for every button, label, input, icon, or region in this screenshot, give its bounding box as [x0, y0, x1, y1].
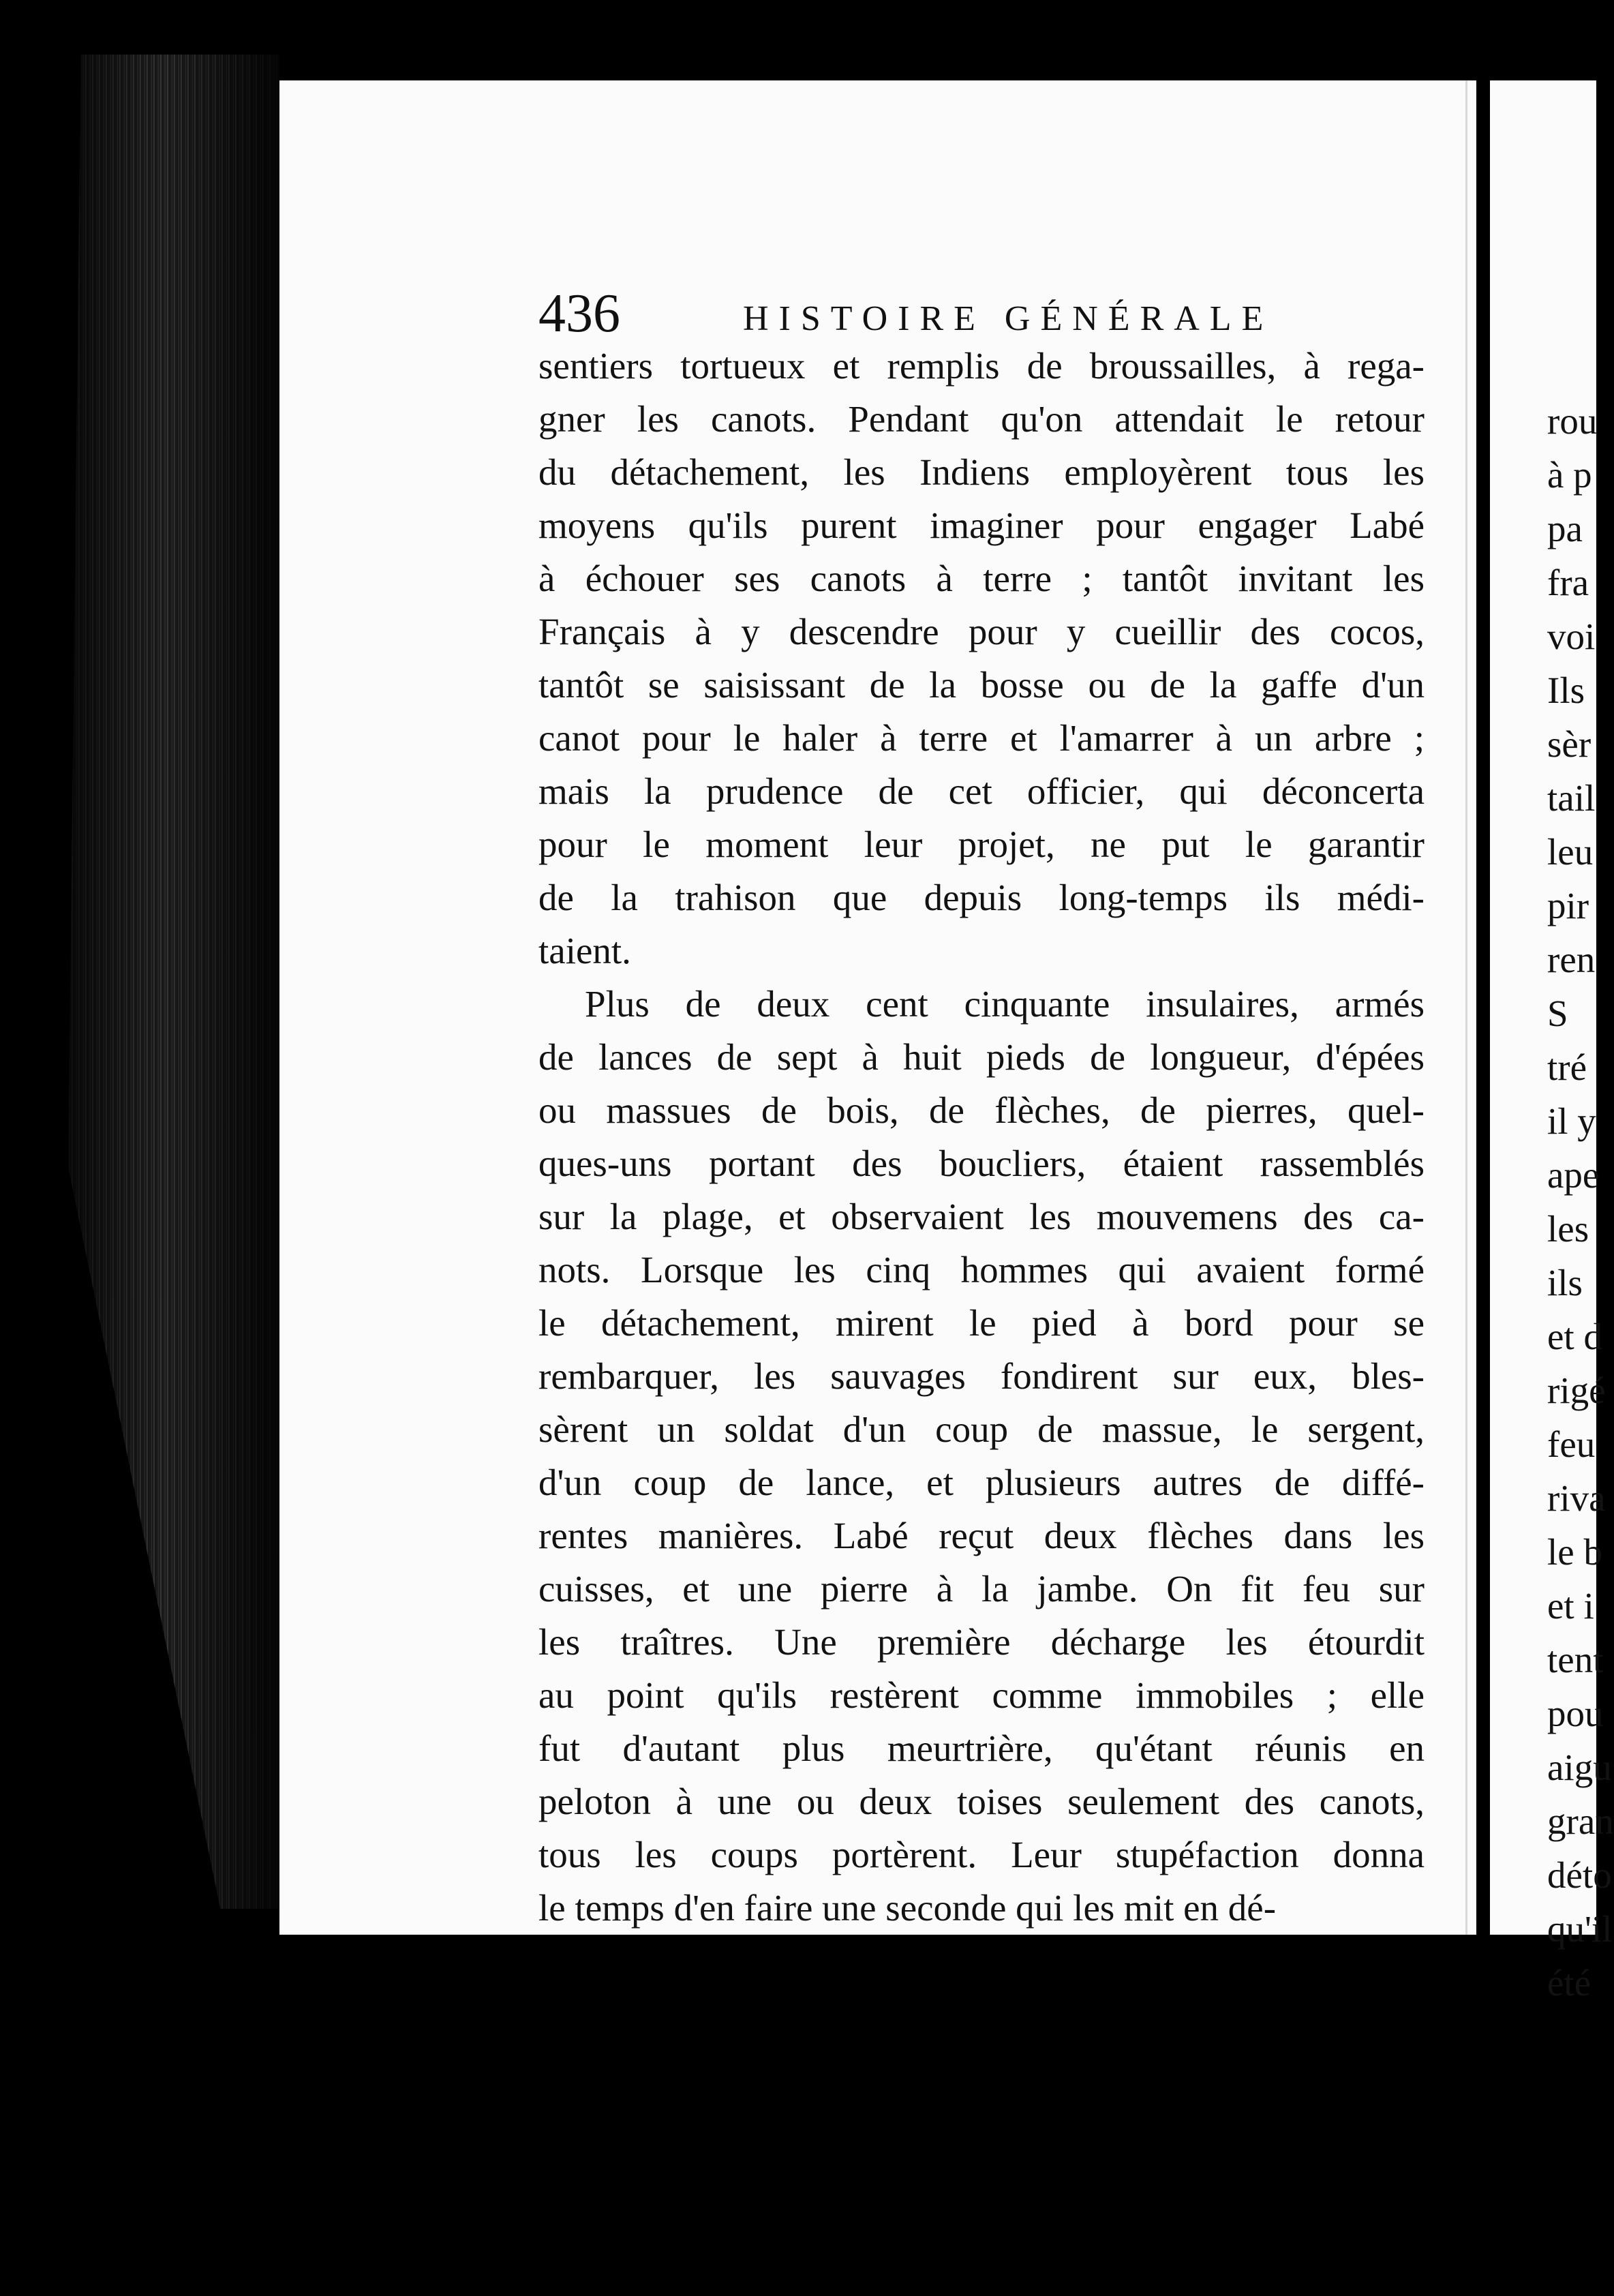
right-page-line: ape	[1547, 1154, 1600, 1196]
text-line: fut d'autant plus meurtrière, qu'étant réunis en	[538, 1727, 1425, 1769]
text-line: cuisses, et une pierre à la jambe. On fit feu sur	[538, 1568, 1425, 1610]
right-page-line: le b	[1547, 1531, 1602, 1573]
right-page-line: ils	[1547, 1262, 1583, 1303]
right-page-line: qu'il	[1547, 1908, 1613, 1950]
right-page-line: été	[1547, 1962, 1592, 2004]
right-page-text	[1547, 394, 1614, 2010]
right-page-line: leu	[1547, 831, 1594, 873]
text-line: le détachement, mirent le pied à bord pour se	[538, 1302, 1425, 1344]
right-page-line: ren	[1547, 939, 1596, 980]
right-page-line: tail	[1547, 777, 1596, 819]
text-line: d'un coup de lance, et plusieurs autres de diffé-	[538, 1462, 1425, 1503]
page-edge-texture	[68, 55, 279, 1909]
text-line: taient.	[538, 930, 631, 971]
page-header	[538, 284, 1404, 344]
right-page-line: pa	[1547, 508, 1583, 549]
right-page-line: S	[1547, 993, 1568, 1034]
text-line: pour le moment leur projet, ne put le garantir	[538, 824, 1425, 865]
right-page-line: pir	[1547, 885, 1589, 926]
text-line: les traîtres. Une première décharge les étourdit	[538, 1621, 1425, 1663]
right-page-line: riva	[1547, 1477, 1606, 1519]
text-line: nots. Lorsque les cinq hommes qui avaient formé	[538, 1249, 1425, 1290]
text-line: Plus de deux cent cinquante insulaires, armés	[585, 983, 1425, 1025]
text-line: gner les canots. Pendant qu'on attendait le retour	[538, 398, 1425, 440]
text-line: de lances de sept à huit pieds de longueur, d'épées	[538, 1036, 1425, 1078]
right-page-line: et d	[1547, 1316, 1602, 1357]
right-page-line: Ils	[1547, 669, 1585, 711]
right-page-line: les	[1547, 1208, 1589, 1250]
right-page-fragment	[1490, 80, 1614, 2004]
text-line: tantôt se saisissant de la bosse ou de la gaffe d'un	[538, 664, 1425, 706]
text-line: tous les coups portèrent. Leur stupéfaction donna	[538, 1834, 1425, 1875]
text-line: rembarquer, les sauvages fondirent sur eux, bles-	[538, 1355, 1425, 1397]
right-page-line: sèr	[1547, 723, 1592, 765]
right-page-line: tré	[1547, 1046, 1587, 1088]
right-page-line: pou	[1547, 1693, 1604, 1734]
right-page-line: feu	[1547, 1423, 1596, 1465]
binding-shadow	[1476, 68, 1490, 1936]
text-line: ou massues de bois, de flèches, de pierres, quel-	[538, 1089, 1425, 1131]
right-page-line: fra	[1547, 562, 1589, 603]
text-line: mais la prudence de cet officier, qui déconcerta	[538, 770, 1425, 812]
text-line: moyens qu'ils purent imaginer pour engager Labé	[538, 504, 1425, 546]
text-line: de la trahison que depuis long-temps ils médi-	[538, 877, 1425, 918]
running-title: HISTOIRE GÉNÉRALE	[743, 299, 1274, 338]
page-number: 436	[538, 284, 620, 344]
text-line: le temps d'en faire une seconde qui les mit en dé-	[538, 1887, 1277, 1929]
right-page-line: à p	[1547, 454, 1592, 496]
right-page-line: voi	[1547, 616, 1596, 657]
text-line: sèrent un soldat d'un coup de massue, le sergent,	[538, 1408, 1425, 1450]
right-page-line: il y	[1547, 1100, 1596, 1142]
body-text	[538, 339, 1425, 1935]
right-page-line: déto	[1547, 1854, 1612, 1896]
right-page-line: aigu	[1547, 1747, 1612, 1788]
text-line: au point qu'ils restèrent comme immobiles ; elle	[538, 1674, 1425, 1716]
text-line: à échouer ses canots à terre ; tantôt invitant les	[538, 558, 1425, 599]
text-line: canot pour le haler à terre et l'amarrer à un arbre ;	[538, 717, 1425, 759]
text-line: rentes manières. Labé reçut deux flèches dans les	[538, 1515, 1425, 1556]
right-page-line: tent	[1547, 1639, 1604, 1680]
right-page-line: rou	[1547, 400, 1598, 442]
right-page-line: gran	[1547, 1800, 1614, 1842]
text-line: ques-uns portant des boucliers, étaient rassemblés	[538, 1143, 1425, 1184]
right-page-line: rigé	[1547, 1370, 1606, 1411]
text-line: Français à y descendre pour y cueillir des cocos,	[538, 611, 1425, 652]
text-line: sentiers tortueux et remplis de broussailles, à rega-	[538, 345, 1425, 387]
right-page-line: et i	[1547, 1585, 1594, 1627]
text-line: peloton à une ou deux toises seulement des canots,	[538, 1781, 1425, 1822]
text-line: du détachement, les Indiens employèrent tous les	[538, 451, 1425, 493]
text-line: sur la plage, et observaient les mouvemens des ca-	[538, 1196, 1425, 1237]
